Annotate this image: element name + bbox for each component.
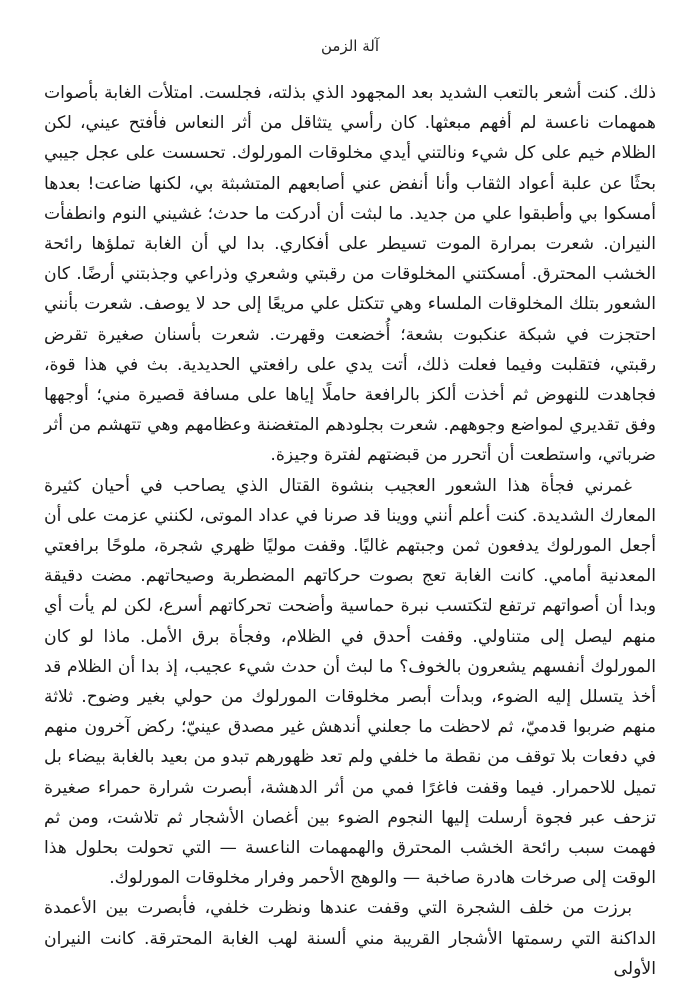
page-body	[44, 78, 656, 984]
paragraph-1: ذلك. كنت أشعر بالتعب الشديد بعد المجهود الذي بذلته، فجلست. امتلأت الغابة بأصوات همهمات ناعسة لم أفهم مبعثها. كان رأسي يتثاقل من أثر النعاس فأفتح عيني، لكن الظلام خيم على كل شيء ونالتني أيدي مخلوقات المورلوك. تحسست على عجل جيبي بحثًا عن علبة أعواد الثقاب وأنا أنفض عني أصابعهم المتشبثة بي، لكنها ضاعت! بعدها أمسكوا بي وأطبقوا علي من جديد. ما لبثت أن أدركت ما حدث؛ غشيني النوم وانطفأت النيران. شعرت بمرارة الموت تسيطر على أفكاري. بدا لي أن الغابة تملؤها رائحة الخشب المحترق. أمسكتني المخلوقات من رقبتي وشعري وذراعي وجذبتني أرضًا. كان الشعور بتلك المخلوقات الملساء وهي تتكتل علي مريعًا إلى حد لا يوصف. شعرت بأنني احتجزت في شبكة عنكبوت بشعة؛ أُخضعت وقهرت. شعرت بأسنان صغيرة تقرض رقبتي، فتقلبت وفيما فعلت ذلك، أتت يدي على رافعتي الحديدية. بث في هذا قوة، فجاهدت للنهوض ثم أخذت ألكز بالرافعة حاملًا إياها على مسافة قصيرة مني؛ أوجهها وفق تقديري لمواضع وجوههم. شعرت بجلودهم المتغضنة وعظامهم وهي تتهشم من أثر ضرباتي، واستطعت أن أتحرر من قبضتهم لفترة وجيزة.	[44, 83, 656, 466]
paragraph-3: برزت من خلف الشجرة التي وقفت عندها ونظرت خلفي، فأبصرت بين الأعمدة الداكنة التي رسمتها الأشجار القريبة مني ألسنة لهب الغابة المحترقة. كانت النيران الأولى	[44, 898, 656, 979]
running-header: آلة الزمن	[320, 37, 379, 55]
paragraph-2: غمرني فجأة هذا الشعور العجيب بنشوة القتال الذي يصاحب في أحيان كثيرة المعارك الشديدة. كنت أعلم أنني ووينا قد صرنا في عداد الموتى، لكنني عزمت على أن أجعل المورلوك يدفعون ثمن وجبتهم غاليًا. وقفت موليًا ظهري شجرة، ملوحًا برافعتي المعدنية أمامي. كانت الغابة تعج بصوت حركاتهم المضطربة وصيحاتهم. مضت دقيقة وبدا أن أصواتهم ترتفع لتكتسب نبرة حماسية وأضحت تحركاتهم أسرع، لكن لم يأت أي منهم ليصل إلى متناولي. وقفت أحدق في الظلام، وفجأة برق الأمل. ماذا لو كان المورلوك أنفسهم يشعرون بالخوف؟ ما لبث أن حدث شيء عجيب، إذ بدا أن الظلام قد أخذ يتسلل إليه الضوء، وبدأت أبصر مخلوقات المورلوك من حولي بغير وضوح. ثلاثة منهم ضربوا قدميّ، ثم لاحظت ما جعلني أندهش غير مصدق عينيّ؛ ركض آخرون منهم في دفعات بلا توقف من نقطة ما خلفي ولم تعد ظهورهم تبدو من بعيد بالغابة بيضاء بل تميل للاحمرار. فيما وقفت فاغرًا فمي من أثر الدهشة، أبصرت شرارة حمراء صغيرة تزحف عبر فجوة أرسلت إليها النجوم الضوء بين أغصان الأشجار ثم تلاشت، ومن ثم فهمت سبب رائحة الخشب المحترق والهمهمات الناعسة — التي تحولت بحلول هذا الوقت إلى صرخات هادرة صاخبة — والوهج الأحمر وفرار مخلوقات المورلوك.	[44, 475, 656, 889]
